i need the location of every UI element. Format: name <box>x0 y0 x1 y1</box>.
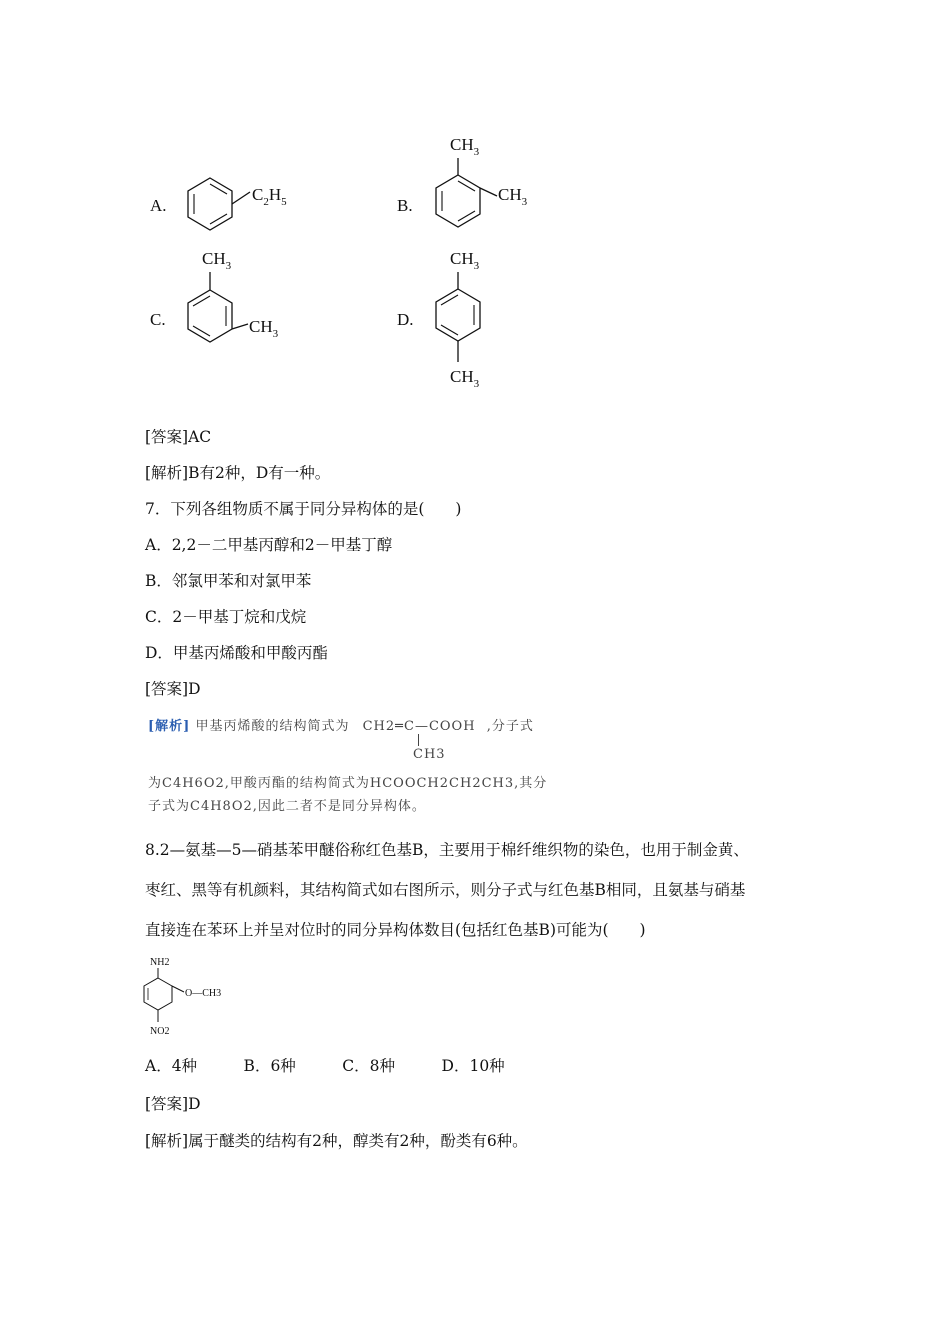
svg-text:CH3: $CH_3$ <box>249 317 279 340</box>
structure-red-base-b <box>140 952 250 1047</box>
option-b-letter: B. <box>397 196 413 215</box>
svg-text:CH3: $CH_3$ <box>450 249 480 272</box>
q7-option-c: C．2－甲基丁烷和戊烷 <box>145 608 307 626</box>
q7-option-d: D．甲基丙烯酸和甲酸丙酯 <box>145 644 328 662</box>
methacrylic-formula: CH2═C—COOH <box>362 719 476 734</box>
q7-explanation-line1: [解析] 甲基丙烯酸的结构简式为 CH2═C—COOH ,分子式 <box>148 719 534 734</box>
q7-option-a: A．2,2－二甲基丙醇和2－甲基丁醇 <box>145 536 393 554</box>
svg-text:O—CH3: O—CH3 <box>185 988 222 999</box>
q8-explanation: [解析]属于醚类的结构有2种，醇类有2种，酚类有6种。 <box>145 1132 528 1150</box>
q8-stem-line1: 8.2—氨基—5—硝基苯甲醚俗称红色基B，主要用于棉纤维织物的染色，也用于制金黄、 <box>145 841 749 859</box>
explain-tag: [解析] <box>148 719 191 734</box>
q7-explanation-line2: 为C4H6O2,甲酸丙酯的结构简式为HCOOCH2CH2CH3,其分 <box>148 776 548 791</box>
option-c-letter: C. <box>150 310 166 329</box>
structure-p-xylene <box>425 244 525 394</box>
q7-explanation-line3: 子式为C4H8O2,因此二者不是同分异构体。 <box>148 799 426 814</box>
q6-answer: [答案]AC <box>145 428 212 446</box>
methacrylic-branch: CH3 <box>413 747 446 762</box>
svg-text:CH3: $CH_3$ <box>450 367 480 390</box>
q8-stem-line3: 直接连在苯环上并呈对位时的同分异构体数目(包括红色基B)可能为( ) <box>145 921 646 939</box>
q8-stem-line2: 枣红、黑等有机颜料，其结构简式如右图所示，则分子式与红色基B相同，且氨基与硝基 <box>145 881 746 899</box>
q7-stem: 7．下列各组物质不属于同分异构体的是( ) <box>145 500 462 518</box>
option-d-letter: D. <box>397 310 414 329</box>
svg-text:NH2: NH2 <box>150 957 170 968</box>
q7-answer: [答案]D <box>145 680 201 698</box>
q8-options: A．4种 B．6种 C．8种 D．10种 <box>145 1057 505 1075</box>
svg-text:NO2: NO2 <box>150 1026 170 1037</box>
svg-text:C2H5: $C_2H_5$ <box>252 185 287 208</box>
structure-m-xylene <box>178 244 308 364</box>
svg-text:CH3: $CH_3$ <box>450 135 480 158</box>
option-a-letter: A. <box>150 196 167 215</box>
svg-text:CH3: $CH_3$ <box>498 185 528 208</box>
q7-option-b: B．邻氯甲苯和对氯甲苯 <box>145 572 312 590</box>
q8-answer: [答案]D <box>145 1095 201 1113</box>
q6-explanation: [解析]B有2种，D有一种。 <box>145 464 331 482</box>
structure-o-xylene <box>425 130 555 260</box>
branch-bond <box>418 734 419 746</box>
svg-text:CH3: $CH_3$ <box>202 249 232 272</box>
